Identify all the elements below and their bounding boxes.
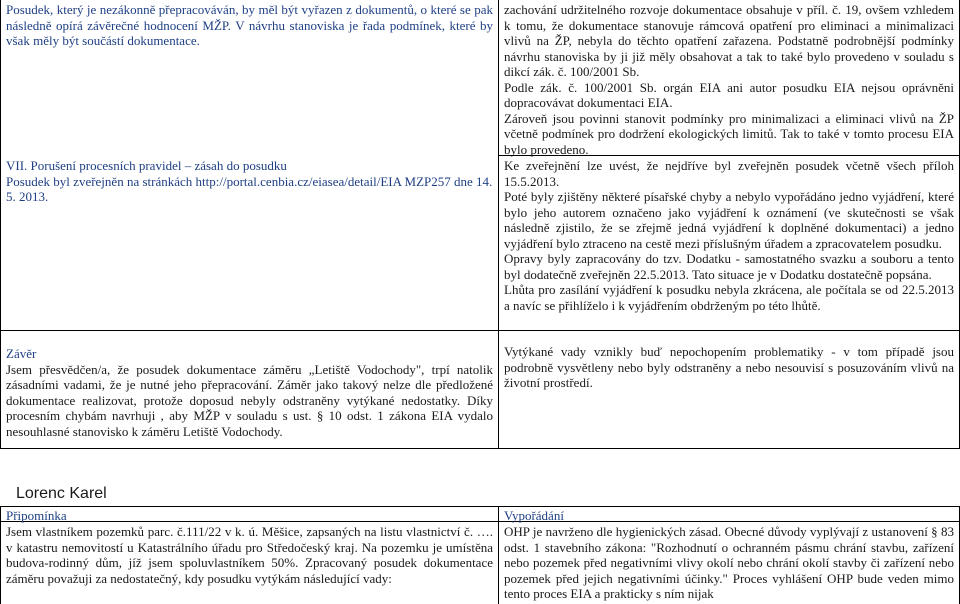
comment-header: Připomínka bbox=[6, 508, 67, 523]
response-b-p3: Opravy byly zapracovány do tzv. Dodatku - samostatného svazku a souboru a tento byl dodatečně zveřejněn 22.5.2013. Tato situace je v Dodatku dostatečně popsána. bbox=[504, 251, 954, 282]
response-b-p2: Poté byly zjištěny některé písařské chyby a nebylo vypořádáno jedno vyjádření, které bylo jeho autorem označeno jako vyjádření k oznámení (ve skutečnosti se však následně zjistilo, že se zřejmě jedná vyjádření k doplněné dokumentaci) a jedno vyjádření bylo ztraceno na cestě mezi příslušným úřadem a zpracovatelem posudku. bbox=[504, 189, 954, 251]
conclusion-text: Jsem přesvědčen/a, že posudek dokumentace záměru „Letiště Vodochody", trpí natolik zásadními vadami, že je nutné jeho přepracování. Záměr jako takový nelze dle předložené dokumentace realizovat, protože doposud nebyly odstraněny vytýkané nedostatky. Díky procesním chybám navrhuji , aby MŽP v souladu s ust. § 10 odst. 1 zákona EIA vydalo nesouhlasné stanovisko k záměru Letiště Vodochody. bbox=[6, 361, 493, 439]
response-a-p1: zachování udržitelného rozvoje dokumentace obsahuje v příl. č. 19, ovšem vzhledem k tomu, že dokumentace stanovuje rámcová opatření pro eliminaci a minimalizaci vlivů na ŽP, nebyla do těchto opatření zařazena. Podstatně podrobnější podmínky návrhu stanoviska by ji již měly obsahovat a tak to také bylo provedeno v souladu s dikcí zák. č. 100/2001 Sb. bbox=[504, 2, 954, 79]
response-a-p3: Zároveň jsou povinni stanovit podmínky pro minimalizaci a eliminaci vlivů na ŽP včetně podmínek pro dodržení ekologických limitů. Tak to také v tomto procesu EIA bylo provedeno. bbox=[504, 110, 954, 157]
left-cell-intro bbox=[1, 0, 498, 51]
response-b-p4: Lhůta pro zasílání vyjádření k posudku nebyla zkrácena, ale počítala se od 22.5.2013 a navíc se přihlíželo i k vyjádřením obdrženým po této lhůtě. bbox=[504, 282, 954, 313]
comment-text: Jsem vlastníkem pozemků parc. č.111/22 v k. ú. Měšice, zapsaných na listu vlastnictví č. …. v katastru nemovitostí u Katastrálního úřadu pro Středočeský kraj. Na pozemku je umístěna budova-rodinný dům, jíž jsem spoluvlastníkem 50%. Zpracovaný posudek dokumentace záměru považuji za nedostatečný, kdy posudku vytýkám následující vady: bbox=[6, 524, 493, 586]
section-vii-heading: VII. Porušení procesních pravidel – zásah do posudku bbox=[6, 158, 287, 173]
left-intro-text: Posudek, který je nezákonně přepracováván, by měl být vyřazen z dokumentů, o které se pak následně opírá závěrečné hodnocení MŽP. V návrhu stanoviska je řada podmínek, které by však měly být součástí dokumentace. bbox=[6, 2, 493, 48]
settlement-text: OHP je navrženo dle hygienických zásad. Obecné důvody vyplývají z ustanovení § 83 odst. 1 stavebního zákona: "Rozhodnutí o ochranném pásmu chrání stavbu, zařízení nebo pozemek před negativními vlivy okolí nebo chrání okolí stavby či zařízení nebo pozemek před jejich negativními účinky." Proces vyhlášení OHP bude veden mimo tento proces EIA a prakticky s ním nijak bbox=[504, 524, 954, 601]
comment-cell bbox=[1, 522, 498, 588]
person-heading: Lorenc Karel bbox=[16, 485, 107, 502]
conclusion-heading: Závěr bbox=[6, 346, 37, 361]
left-cell-conclusion bbox=[1, 344, 498, 441]
table-top-bottom-border bbox=[0, 448, 960, 449]
table-top-row-divider-2 bbox=[0, 330, 960, 331]
settlement-cell bbox=[499, 522, 959, 604]
response-c-text: Vytýkané vady vznikly buď nepochopením problematiky - v tom případě jsou podrobně vysvětleny nebo byly odstraněny a nebo nesouvisí s posuzováním vlivů na životní prostředí. bbox=[504, 344, 954, 390]
section-vii-text: Posudek byl zveřejněn na stránkách http://portal.cenbia.cz/eiasea/detail/EIA MZP257 dne 14. 5. 2013. bbox=[6, 173, 493, 204]
left-cell-vii bbox=[1, 156, 498, 207]
right-cell-response-b bbox=[499, 156, 959, 315]
right-cell-response-c bbox=[499, 342, 959, 393]
response-a-p2: Podle zák. č. 100/2001 Sb. orgán EIA ani autor posudku EIA nejsou oprávněni dopracovávat dokumentaci EIA. bbox=[504, 79, 954, 110]
response-b-p1: Ke zveřejnění lze uvést, že nejdříve byl zveřejněn posudek včetně všech příloh 15.5.2013. bbox=[504, 158, 954, 189]
right-cell-response-a bbox=[499, 0, 959, 159]
settlement-header: Vypořádání bbox=[504, 508, 564, 523]
